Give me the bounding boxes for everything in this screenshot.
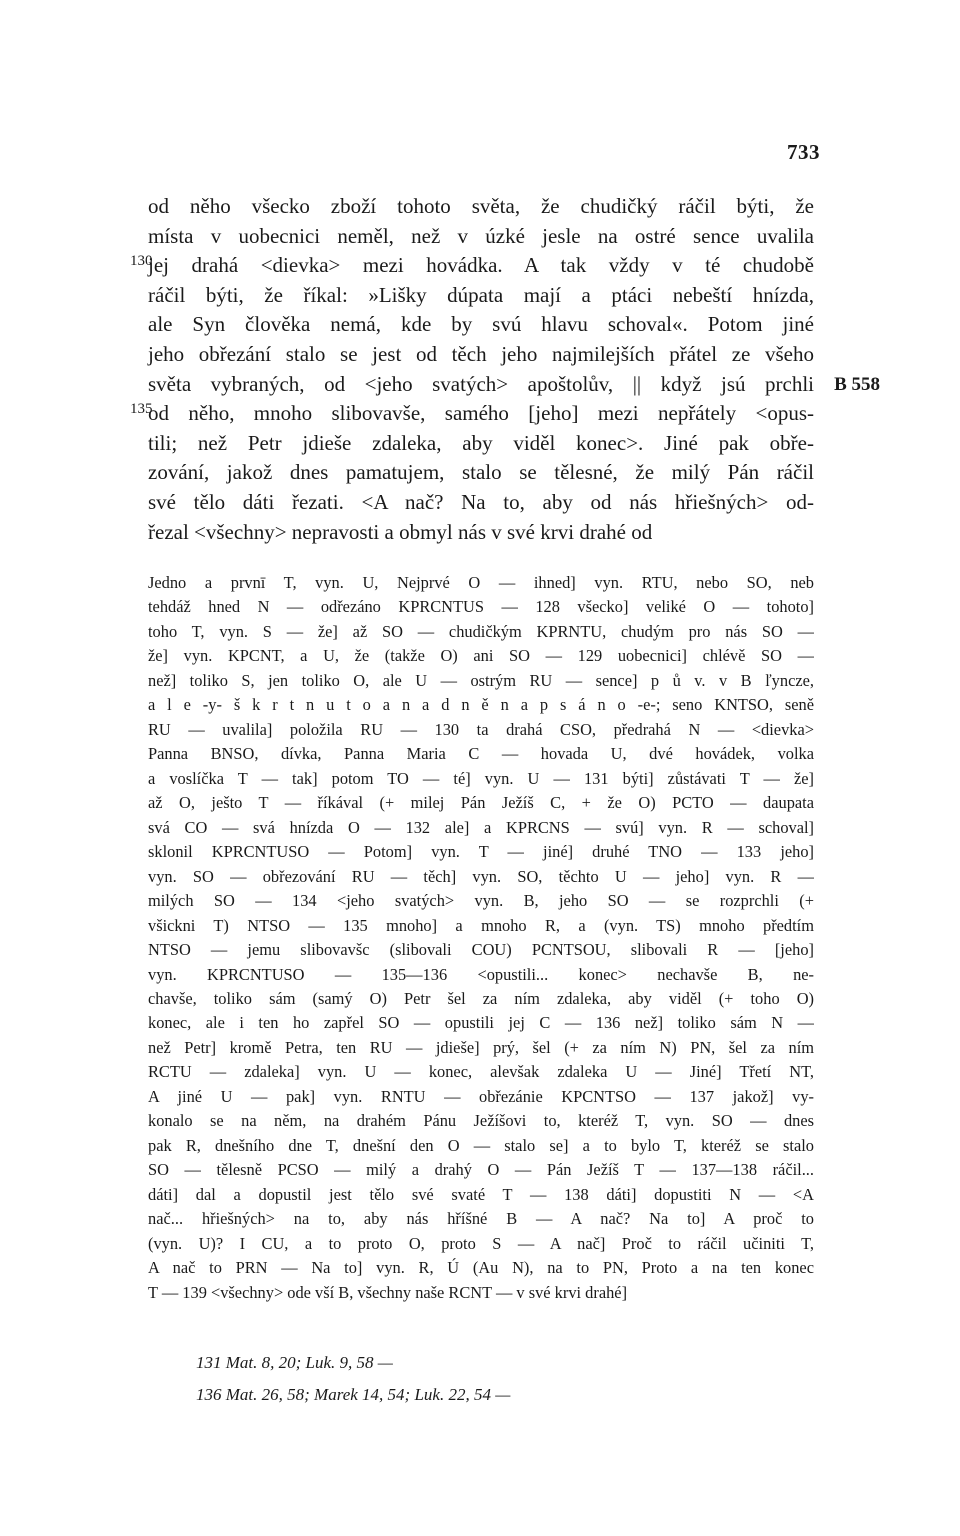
text-line-wrapper [148,518,814,548]
text-line: tili; než Petr jdieše zdaleka, aby viděl konec>. Jiné pak obře- [148,430,814,455]
apparatus-line: všickni T) NTSO — 135 mnoho] a mnoho R, a (vyn. TS) mnoho předtím [148,915,814,935]
apparatus-line: nač... hřiešných> na to, aby nás hříšné B — A nač? Na to] A proč to [148,1209,814,1229]
reference-notes [196,1347,796,1411]
apparatus-line: pak R, dnešního dne T, dnešní den O — stalo se] a to bylo T, kteréž se stalo [148,1135,814,1155]
text-line: světa vybraných, od <jeho svatých> apoštolův, || když jsú prchli [148,371,814,396]
apparatus-line: sklonil KPRCNTUSO — Potom] vyn. T — jiné] druhé TNO — 133 jeho] [148,842,814,862]
main-text-block [130,192,880,547]
text-line-wrapper [148,458,814,488]
text-line-wrapper [148,370,880,400]
apparatus-line: chavše, toliko sám (samý O) Petr šel za ním zdaleka, aby viděl (+ toho O) [148,988,814,1008]
apparatus-line: milých SO — 134 <jeho svatých> vyn. B, jeho SO — se rozprchli (+ [148,891,814,911]
text-line: jej drahá <dievka> mezi hovádka. A tak vždy v té chudobě [148,253,814,278]
apparatus-line: (vyn. U)? I CU, a to proto O, proto S — A nač] Proč to ráčil učiniti T, [148,1233,814,1253]
text-line-wrapper [148,281,814,311]
apparatus-line: konec, ale i ten ho zapřel SO — opustili jej C — 136 než] toliko sám N — [148,1013,814,1033]
text-line: od něho všecko zboží tohoto světa, že chudičký ráčil býti, že [148,194,814,218]
text-line-wrapper [148,192,814,222]
apparatus-line: a voslíčka T — tak] potom TO — té] vyn. U — 131 býti] zůstávati T — že] [148,768,814,788]
margin-reference: B 558 [834,373,880,395]
apparatus-line: T — 139 <všechny> ode vší B, všechny naše RCNT — v své krvi drahé] [148,1282,628,1302]
text-line-wrapper [148,222,814,252]
apparatus-line: svá CO — svá hnízda O — 132 ale] a KPRCNS — svú] vyn. R — schoval] [148,817,814,837]
reference-line: 136 Mat. 26, 58; Marek 14, 54; Luk. 22, 54 — [196,1385,511,1404]
text-line-wrapper [148,488,814,518]
apparatus-line: že] vyn. KPCNT, a U, že (takže O) ani SO — 129 uobecnici] chlévě SO — [148,646,814,666]
text-line: ráčil býti, že říkal: »Lišky dúpata mají a ptáci nebeští hnízda, [148,282,814,307]
text-line: místa v uobecnici neměl, než v úzké jesle na ostré sence uvalila [148,223,814,248]
apparatus-line: až O, ješto T — říkával (+ milej Pán Ježíš C, + že O) PCTO — daupata [148,793,814,813]
text-line-wrapper [148,340,814,370]
reference-line: 131 Mat. 8, 20; Luk. 9, 58 — [196,1353,393,1372]
text-line-wrapper [130,399,814,429]
text-line-wrapper [130,251,814,281]
apparatus-line: vyn. SO — obřezování RU — těch] vyn. SO, těchto U — jeho] vyn. R — [148,866,814,886]
apparatus-line: RU — uvalila] položila RU — 130 ta drahá CSO, předrahá N — <dievka> [148,719,814,739]
apparatus-line: než Petr] kromě Petra, ten RU — jdieše] prý, šel (+ za ním N) PN, šel za ním [148,1037,814,1057]
apparatus-line: NTSO — jemu slibovavšc (slibovali COU) PCNTSOU, slibovali R — [jeho] [148,940,814,960]
apparatus-line: A jiné U — pak] vyn. RNTU — obřezánie KPCNTSO — 137 jakož] vy- [148,1086,814,1106]
apparatus-line: Jedno a prvnī T, vyn. U, Nejprvé O — ihned] vyn. RTU, nebo SO, neb [148,573,814,592]
apparatus-line: a l e -y- š k r t n u t o a n a d n ě n a p s á n o -e-; seno KNTSO, seně [148,695,814,715]
apparatus-line: vyn. KPRCNTUSO — 135—136 <opustili... konec> nechavše B, ne- [148,964,814,984]
text-line: jeho obřezání stalo se jest od těch jeho najmilejších přátel ze všeho [148,341,814,366]
line-number: 135 [130,401,153,418]
critical-apparatus [148,571,814,1305]
text-line: své tělo dáti řezati. <A nač? Na to, aby od nás hřiešných> od- [148,489,814,514]
line-number: 130 [130,253,153,270]
page-number: 733 [787,140,820,164]
apparatus-line: než] toliko S, jen toliko O, ale U — ostrým RU — sence] p ů v. v B ľyncze, [148,670,814,690]
text-line: od něho, mnoho slibovavše, samého [jeho] mezi nepřátely <opus- [148,401,814,426]
apparatus-line: A nač to PRN — Na to] vyn. R, Ú (Au N), na to PN, Proto a na ten konec [148,1258,814,1278]
text-line: řezal <všechny> nepravosti a obmyl nás v své krvi drahé od [148,519,653,544]
text-line-wrapper [148,429,814,459]
apparatus-line: SO — tělesně PCSO — milý a drahý O — Pán Ježíš T — 137—138 ráčil... [148,1160,814,1180]
apparatus-line: toho T, vyn. S — že] až SO — chudičkým KPRNTU, chudým pro nás SO — [148,621,814,641]
text-line: ale Syn člověka nemá, kde by svú hlavu schoval«. Potom jiné [148,312,814,337]
apparatus-line: dáti] dal a dopustil jest tělo své svaté T — 138 dáti] dopustiti N — <A [148,1184,814,1204]
text-line: zování, jakož dnes pamatujem, stalo se tělesné, že milý Pán ráčil [148,460,814,485]
apparatus-line: tehdáž hned N — odřezáno KPRCNTUS — 128 všecko] veliké O — tohoto] [148,597,814,617]
apparatus-line: RCTU — zdaleka] vyn. U — konec, alevšak zdaleka U — Jiné] Třetí NT, [148,1062,814,1082]
text-line-wrapper [148,310,814,340]
apparatus-line: konalo se na něm, na drahém Pánu Ježíšovi to, kteréž T, vyn. SO — dnes [148,1111,814,1131]
apparatus-line: Panna BNSO, dívka, Panna Maria C — hovada U, dvé hovádek, volka [148,744,814,764]
